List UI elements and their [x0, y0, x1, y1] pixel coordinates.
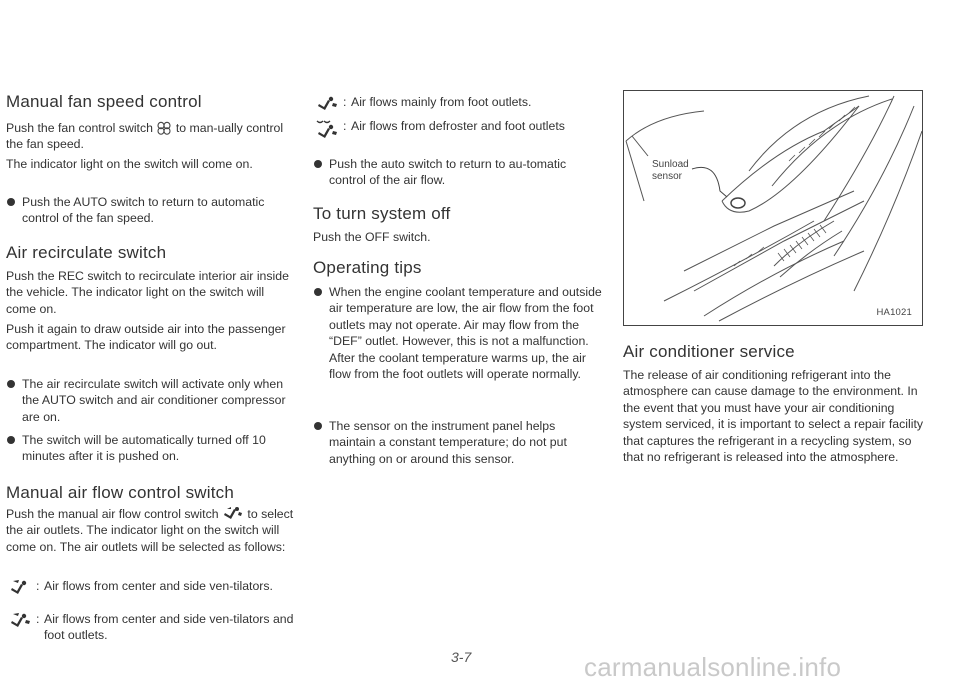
operating-tips-heading: Operating tips	[313, 258, 422, 277]
manual-airflow-p1-text: Push the manual air flow control switch	[6, 507, 219, 521]
manual-airflow-p1	[6, 506, 296, 555]
manual-fan-p1	[6, 120, 296, 153]
air-recirc-bullet-2: The switch will be automatically turned off 10 minutes after it is pushed on.	[6, 432, 296, 465]
ac-service-p1: The release of air conditioning refrigerant into the atmosphere can cause damage to the environment. In the event that you must have your air conditioning system serviced, it is important to select a repair facility that captures the refrigerant in a recycling system, so that no refrigerant is released into the atmosphere.	[623, 368, 924, 465]
manual-fan-heading: Manual fan speed control	[6, 92, 202, 111]
mode-vent: : Air flows from center and side ven-tilators.	[6, 578, 296, 594]
manual-fan-p2: The indicator light on the switch will come on.	[6, 157, 253, 171]
ac-service-heading: Air conditioner service	[623, 342, 795, 361]
figure-code: HA1021	[876, 307, 912, 318]
manual-airflow-heading: Manual air flow control switch	[6, 483, 235, 502]
tips-bullet-1: When the engine coolant temperature and outside air temperature are low, the air flow from the foot outlets may not operate. Air may flow from the “DEF” outlet. However, this is not a malfunction. After the coolant temperature warms up, the air flow from the foot outlets will operate normally.	[313, 284, 603, 382]
sunload-label-line-1: Sunload	[652, 159, 689, 170]
airflow-mode-icon	[222, 506, 244, 521]
manual-fan-bullet-1: Push the AUTO switch to return to automatic control of the fan speed.	[6, 194, 296, 227]
defrost-foot-mode-icon	[315, 119, 341, 139]
watermark: carmanualsonline.info	[584, 652, 842, 682]
turn-off-p1: Push the OFF switch.	[313, 230, 431, 244]
mode-bilevel-text: Air flows from center and side ven-tilators and foot outlets.	[44, 612, 294, 643]
mode-foot: : Air flows mainly from foot outlets.	[313, 94, 603, 110]
manual-fan-p1-text: Push the fan control switch	[6, 121, 153, 135]
sunload-label-line-2: sensor	[652, 171, 683, 182]
sunload-sensor-label	[652, 159, 689, 183]
foot-mode-icon	[315, 95, 339, 111]
turn-off-heading: To turn system off	[313, 204, 451, 223]
mode-def-foot: : Air flows from defroster and foot outlets	[313, 118, 603, 134]
auto-airflow-bullet: Push the auto switch to return to au-tomatic control of the air flow.	[313, 156, 603, 189]
mode-foot-text: Air flows mainly from foot outlets.	[351, 95, 532, 109]
air-recirc-p1: Push the REC switch to recirculate interior air inside the vehicle. The indicator light on the switch will come on.	[6, 269, 289, 316]
mode-bilevel: : Air flows from center and side ven-tilators and foot outlets.	[6, 611, 296, 644]
air-recirc-heading: Air recirculate switch	[6, 243, 167, 262]
page-number: 3-7	[451, 649, 472, 665]
mode-def-foot-text: Air flows from defroster and foot outlets	[351, 119, 565, 133]
vent-mode-icon	[8, 579, 32, 595]
sunload-sensor-figure	[623, 90, 923, 326]
dashboard-illustration	[624, 91, 923, 326]
fan-icon	[156, 121, 172, 135]
air-recirc-p2: Push it again to draw outside air into the passenger compartment. The indicator will go out.	[6, 322, 286, 353]
manual-airflow-p1-text-2: to select the air outlets. The indicator light on the switch will come on. The air outlets will be selected as follows:	[6, 507, 294, 554]
manual-fan-p1-text-2: to man-ually control the fan speed.	[6, 121, 284, 152]
mode-vent-text: Air flows from center and side ven-tilators.	[44, 579, 273, 593]
air-recirc-bullet-1: The air recirculate switch will activate only when the AUTO switch and air conditioner compressor are on.	[6, 376, 296, 425]
tips-bullet-2: The sensor on the instrument panel helps maintain a constant temperature; do not put anything on or around this sensor.	[313, 418, 603, 467]
bilevel-mode-icon	[8, 612, 32, 628]
